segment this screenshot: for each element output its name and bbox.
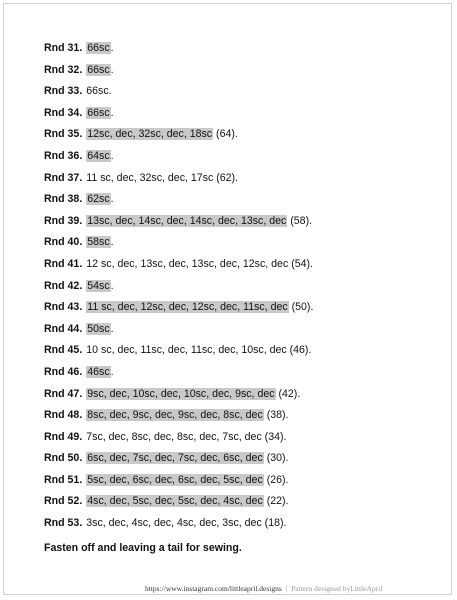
round-row [44, 430, 313, 452]
round-row [44, 300, 313, 322]
round-instruction: . [110, 149, 114, 162]
round-label: Rnd 34. [44, 106, 83, 119]
highlighted-stitches: 11 sc, dec, 12sc, dec, 12sc, dec, 11sc, dec [87, 301, 288, 314]
highlighted-stitches: 54sc [87, 279, 110, 292]
round-row [44, 387, 313, 409]
round-instruction: 12 sc, dec, 13sc, dec, 13sc, dec, 12sc, dec (54). [86, 257, 313, 270]
round-instruction: (38). [263, 409, 289, 422]
round-instruction: (58). [287, 214, 313, 227]
round-row [44, 257, 313, 279]
highlighted-stitches: 62sc [87, 193, 110, 206]
round-row [44, 106, 313, 128]
round-label: Rnd 47. [44, 387, 83, 400]
round-instruction: 66sc. [86, 85, 112, 98]
round-instruction: (42). [275, 387, 301, 400]
round-label: Rnd 49. [44, 430, 83, 443]
round-row [44, 322, 313, 344]
round-instruction: . [110, 279, 114, 292]
footer-separator: | [285, 584, 288, 593]
instagram-link[interactable]: https://www.instagram.com/littleapril.designs [145, 584, 282, 593]
round-label: Rnd 48. [44, 409, 83, 422]
finishing-instruction: Fasten off and leaving a tail for sewing. [44, 542, 242, 554]
highlighted-stitches: 58sc [87, 236, 110, 249]
highlighted-stitches: 66sc [87, 42, 110, 54]
round-row [44, 192, 313, 214]
round-row [44, 63, 313, 85]
round-row [44, 214, 313, 236]
round-label: Rnd 32. [44, 63, 83, 76]
round-label: Rnd 44. [44, 322, 83, 335]
round-label: Rnd 33. [44, 85, 83, 98]
round-row [44, 41, 313, 63]
designer-credit: Pattern designed byLittleApril [291, 584, 383, 593]
round-label: Rnd 35. [44, 128, 83, 141]
round-instruction: 3sc, dec, 4sc, dec, 4sc, dec, 3sc, dec (18). [86, 517, 287, 530]
round-row [44, 171, 313, 193]
round-label: Rnd 41. [44, 257, 83, 270]
round-instruction: . [110, 63, 114, 76]
round-row [44, 343, 313, 365]
round-label: Rnd 46. [44, 365, 83, 378]
round-row [44, 149, 313, 171]
page-footer [145, 584, 382, 593]
highlighted-stitches: 8sc, dec, 9sc, dec, 9sc, dec, 8sc, dec [87, 409, 263, 422]
round-label: Rnd 37. [44, 171, 83, 184]
round-row [44, 451, 313, 473]
round-instruction: . [110, 42, 114, 54]
round-label: Rnd 42. [44, 279, 83, 292]
round-instruction: (26). [263, 473, 289, 486]
round-instruction: (50). [288, 301, 314, 314]
round-label: Rnd 39. [44, 214, 83, 227]
round-row [44, 235, 313, 257]
round-label: Rnd 38. [44, 193, 83, 206]
round-label: Rnd 52. [44, 495, 83, 508]
highlighted-stitches: 6sc, dec, 7sc, dec, 7sc, dec, 6sc, dec [87, 452, 263, 465]
round-label: Rnd 45. [44, 344, 83, 357]
round-instruction: . [110, 193, 114, 206]
round-instruction: . [110, 106, 114, 119]
round-label: Rnd 36. [44, 149, 83, 162]
round-row [44, 365, 313, 387]
round-instruction: (30). [263, 452, 289, 465]
round-label: Rnd 43. [44, 301, 83, 314]
round-instruction: (64). [213, 128, 238, 141]
highlighted-stitches: 12sc, dec, 32sc, dec, 18sc [87, 128, 213, 141]
round-label: Rnd 53. [44, 517, 83, 530]
highlighted-stitches: 50sc [87, 322, 110, 335]
round-row [44, 84, 313, 106]
highlighted-stitches: 66sc [87, 106, 110, 119]
round-row [44, 127, 313, 149]
highlighted-stitches: 64sc [87, 149, 110, 162]
highlighted-stitches: 5sc, dec, 6sc, dec, 6sc, dec, 5sc, dec [87, 473, 263, 486]
highlighted-stitches: 13sc, dec, 14sc, dec, 14sc, dec, 13sc, dec [87, 214, 287, 227]
highlighted-stitches: 66sc [87, 63, 110, 76]
round-row [44, 473, 313, 495]
round-instruction: . [110, 322, 114, 335]
round-instruction: 11 sc, dec, 32sc, dec, 17sc (62). [86, 171, 238, 184]
round-instruction: . [110, 236, 114, 249]
round-label: Rnd 40. [44, 236, 83, 249]
round-row [44, 279, 313, 301]
round-row [44, 408, 313, 430]
round-row [44, 516, 313, 538]
highlighted-stitches: 9sc, dec, 10sc, dec, 10sc, dec, 9sc, dec [87, 387, 275, 400]
highlighted-stitches: 46sc [87, 365, 110, 378]
round-instruction: 10 sc, dec, 11sc, dec, 11sc, dec, 10sc, dec (46). [86, 344, 312, 357]
highlighted-stitches: 4sc, dec, 5sc, dec, 5sc, dec, 4sc, dec [87, 495, 263, 508]
round-instruction: (22). [263, 495, 289, 508]
round-label: Rnd 51. [44, 473, 83, 486]
round-instruction: . [110, 365, 114, 378]
round-instruction: 7sc, dec, 8sc, dec, 8sc, dec, 7sc, dec (34). [86, 430, 287, 443]
round-list [44, 41, 313, 538]
round-label: Rnd 31. [44, 42, 83, 54]
round-row [44, 494, 313, 516]
round-label: Rnd 50. [44, 452, 83, 465]
